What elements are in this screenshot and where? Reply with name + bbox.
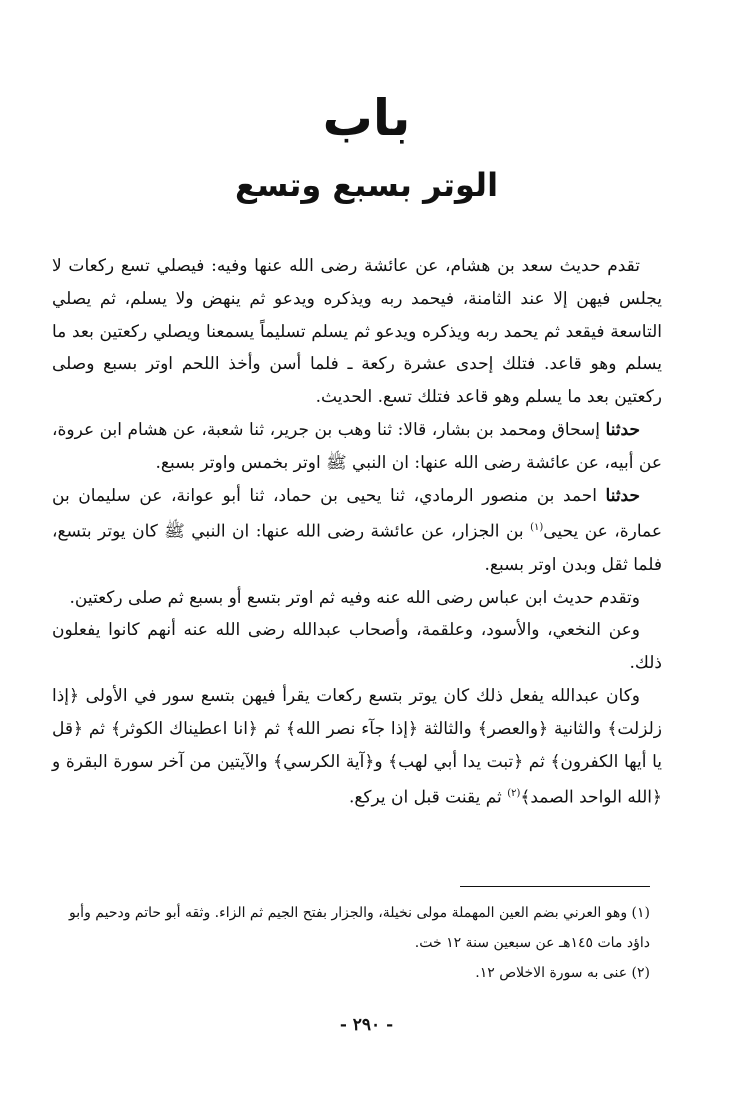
paragraph-2: [52, 414, 662, 480]
paragraph-4: [52, 582, 662, 615]
paragraph-text: وعن النخعي، والأسود، وعلقمة، وأصحاب عبدالله رضى الله عنه أنهم كانوا يفعلون ذلك.: [52, 620, 662, 674]
hadith-lead: حدثنا: [605, 485, 640, 506]
paragraph-text: وتقدم حديث ابن عباس رضى الله عنه وفيه ثم اوتر بتسع أو بسبع ثم صلى ركعتين.: [69, 587, 640, 608]
paragraph-text: احمد بن منصور الرمادي، ثنا يحيى بن حماد، ثنا أبو عوانة، عن سليمان بن عمارة، عن يحيى: [52, 485, 663, 543]
chapter-subtitle: الوتر بسبع وتسع: [234, 166, 499, 204]
footnote-marker: (١): [530, 522, 544, 534]
page-number: - ٢٩٠ -: [339, 1015, 394, 1035]
footnote-1: (١) وهو العرني بضم العين المهملة مولى نخيلة، والجزار بفتح الجيم ثم الزاء. وثقه أبو حاتم ودحيم وأبو داؤد مات ١٤٥هـ عن سبعين سنة ١٢ خت.: [69, 905, 650, 951]
footnote-divider: [460, 886, 650, 887]
paragraph-6: [52, 680, 662, 815]
paragraph-1: [52, 250, 662, 414]
paragraph-text: ثم يقنت قبل ان يركع.: [348, 788, 508, 809]
main-text: [52, 250, 662, 815]
footnote-2: (٢) عنى به سورة الاخلاص ١٢.: [475, 965, 650, 981]
chapter-heading: باب: [322, 89, 411, 147]
hadith-lead: حدثنا: [605, 419, 640, 440]
paragraph-text: بن الجزار، عن عائشة رضى الله عنها: ان النبي ﷺ كان يوتر بتسع، فلما ثقل وبدن اوتر بسبع.: [52, 522, 662, 575]
paragraph-5: [52, 614, 662, 680]
footnotes: [52, 898, 650, 988]
paragraph-text: تقدم حديث سعد بن هشام، عن عائشة رضى الله عنها وفيه: فيصلي تسع ركعات لا يجلس فيهن إلا عند الثامنة، فيحمد ربه ويذكره ويدعو ثم ينهض ولا يسلم، ثم يصلي التاسعة فيقعد ثم يحمد ربه ويذكره ويدعو ثم يسلم تسليماً يسمعنا ويصلي ركعتين بعد ما يسلم وهو قاعد. فتلك إحدى عشرة ركعة ـ فلما أسن وأخذ اللحم اوتر بسبع وصلى ركعتين بعد ما يسلم وهو قاعد فتلك تسع. الحديث.: [52, 256, 662, 408]
paragraph-3: [52, 480, 662, 582]
paragraph-text: وكان عبدالله يفعل ذلك كان يوتر بتسع ركعات يقرأ فيهن بتسع سور في الأولى ﴿إذا زلزلت﴾ والثانية ﴿والعصر﴾ والثالثة ﴿إذا جآء نصر الله﴾ ثم ﴿انا اعطيناك الكوثر﴾ ثم ﴿قل يا أيها الكفرون﴾ ثم ﴿تبت يدا أبي لهب﴾ و﴿آية الكرسي﴾ والآيتين من آخر سورة البقرة و ﴿الله الواحد الصمد﴾: [52, 686, 662, 809]
paragraph-text: إسحاق ومحمد بن بشار، قالا: ثنا وهب بن جرير، ثنا شعبة، عن هشام ابن عروة، عن أبيه، عن عائشة رضى الله عنها: ان النبي ﷺ اوتر بخمس واوتر بسبع.: [52, 419, 662, 473]
footnote-marker: (٢): [507, 788, 521, 800]
